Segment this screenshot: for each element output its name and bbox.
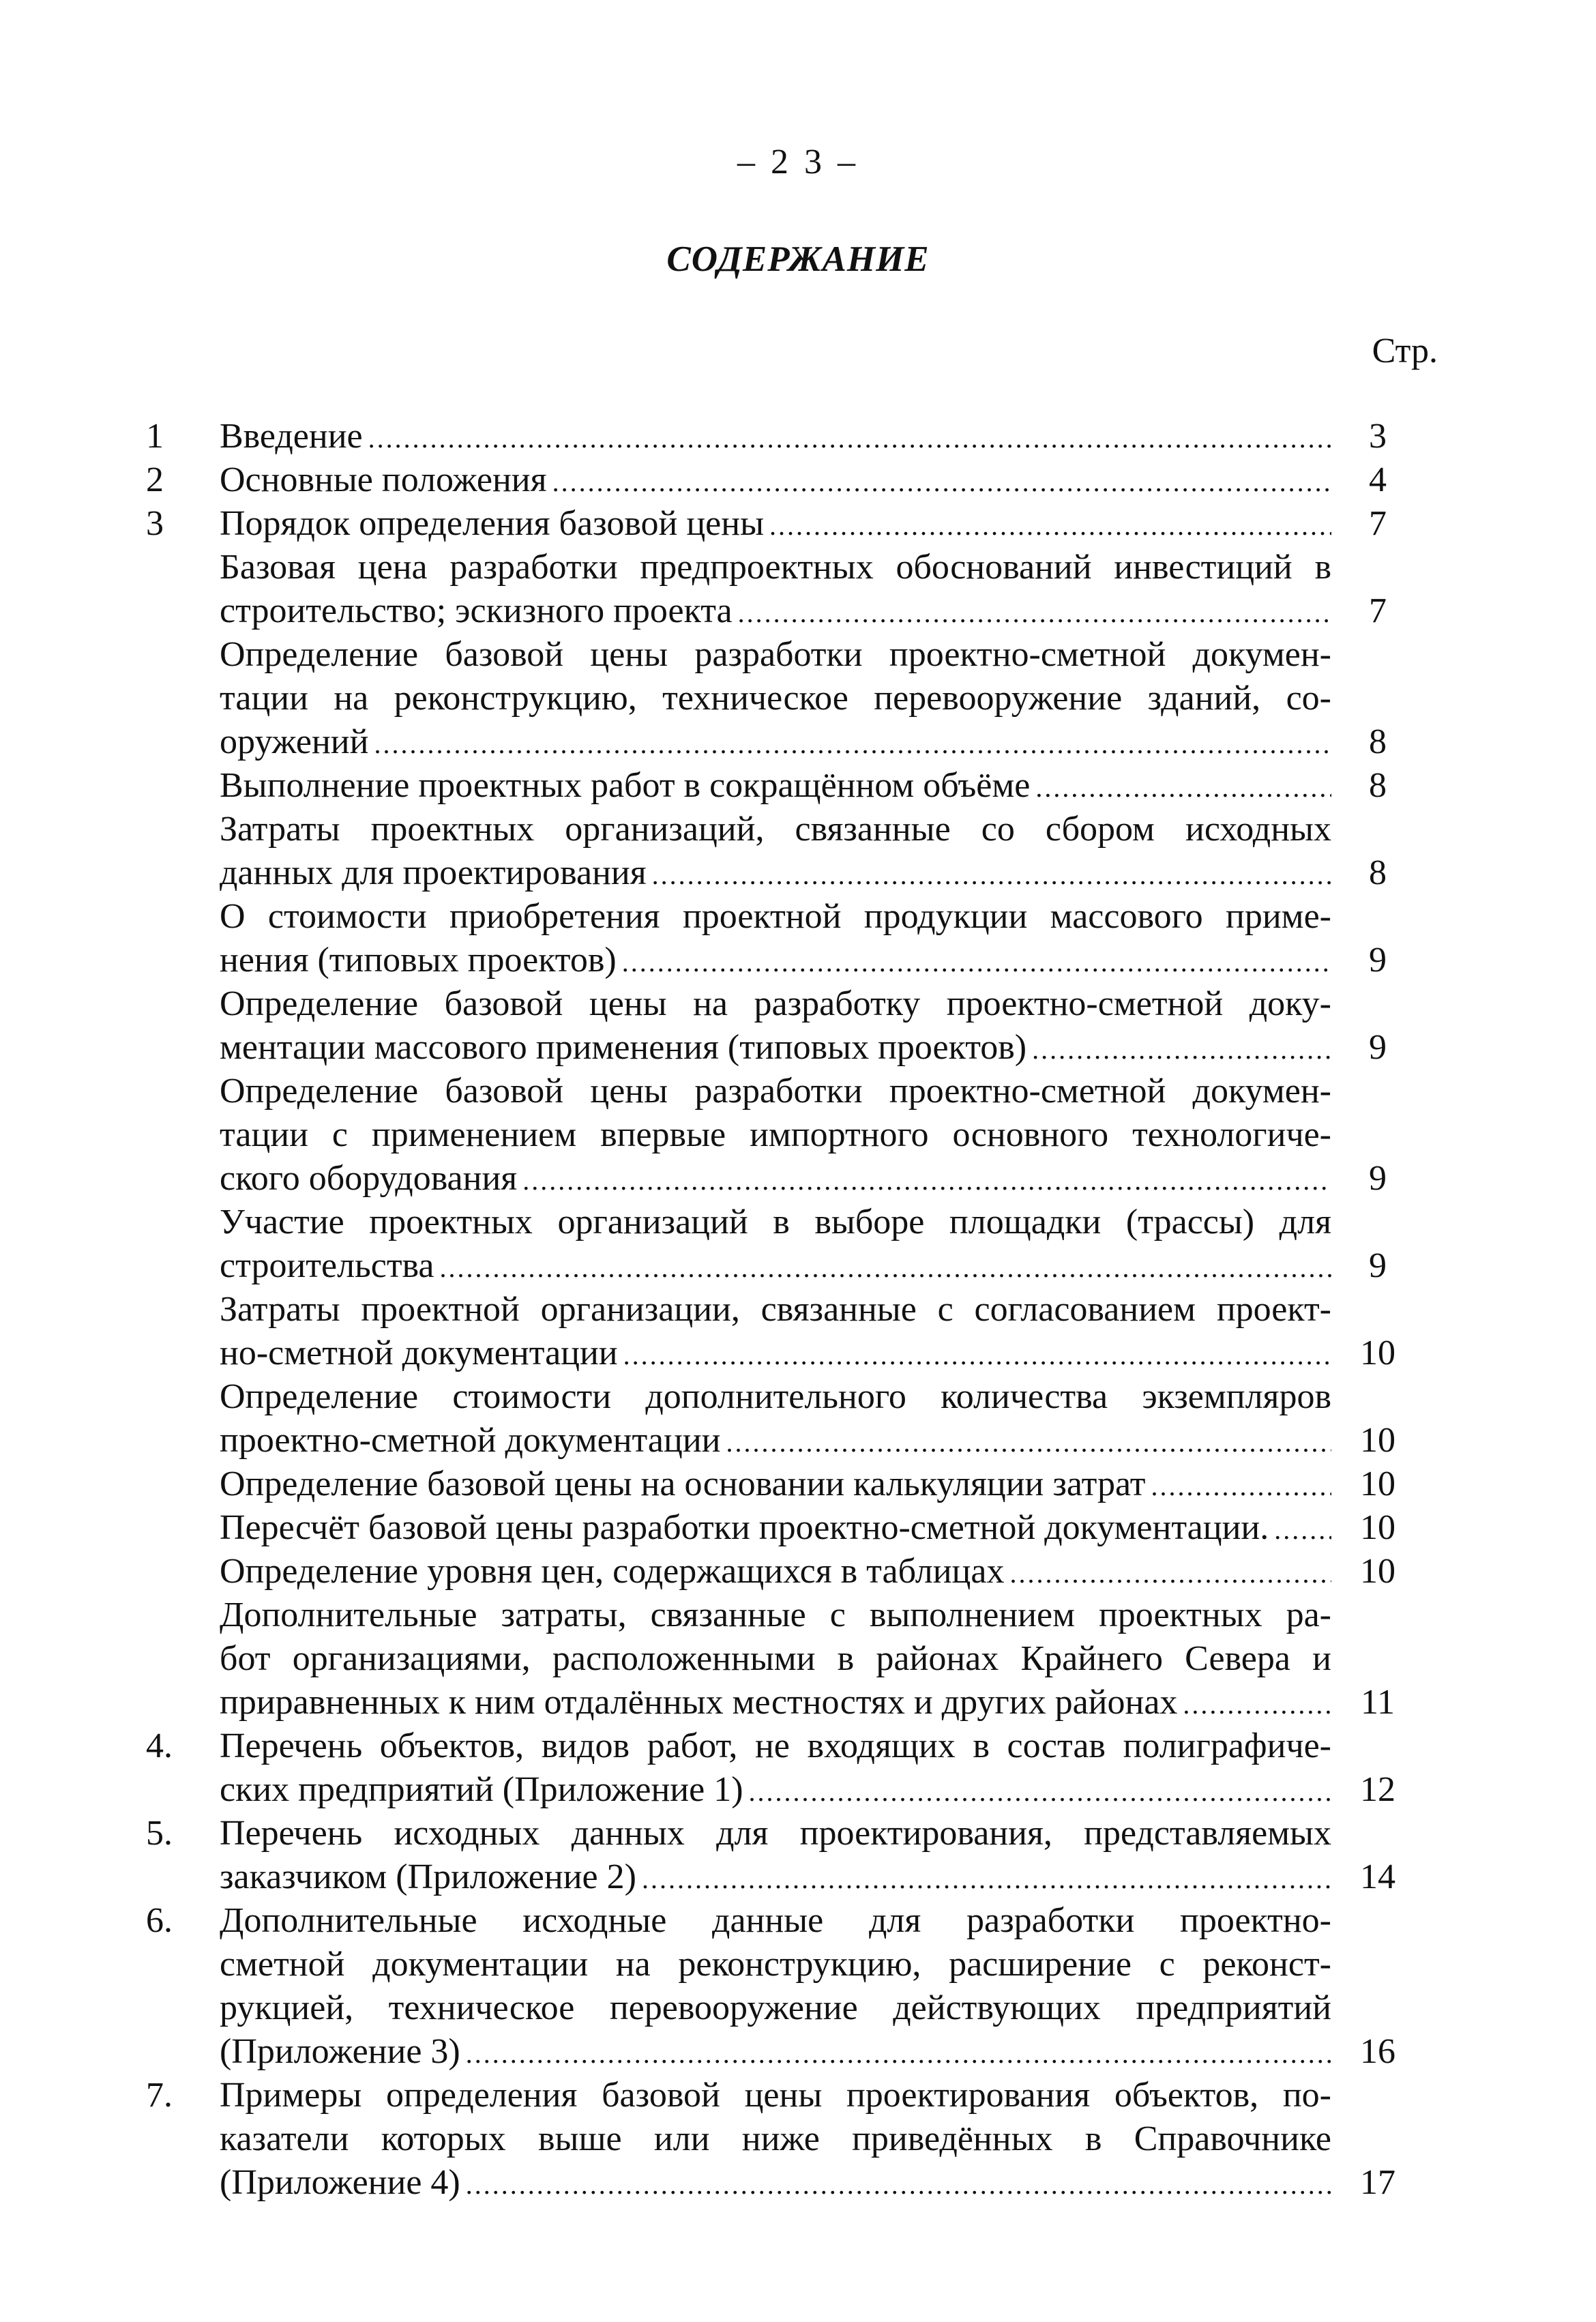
toc-entry-line: Перечень исходных данных для проектирования, представляемых xyxy=(220,1814,1331,1853)
toc-entry-line: оружений xyxy=(220,722,369,761)
toc-entry-line: тации на реконструкцию, техническое перевооружение зданий, со- xyxy=(220,679,1331,718)
dot-leader xyxy=(1009,1552,1331,1593)
toc-entry-page: 7 xyxy=(1369,504,1387,543)
toc-entry-line: Определение стоимости дополнительного количества экземпляров xyxy=(220,1377,1331,1416)
toc-entry-page: 10 xyxy=(1360,1421,1395,1460)
toc-entry-line: Определение базовой цены разработки проектно-сметной докумен- xyxy=(220,635,1331,674)
dot-leader xyxy=(466,2163,1331,2205)
toc-entry-number: 7. xyxy=(146,2076,173,2115)
dot-leader xyxy=(1183,1683,1331,1724)
toc-entry-title xyxy=(220,546,1331,633)
toc-entry-number: 4. xyxy=(146,1726,173,1765)
toc-entry-number: 1 xyxy=(146,417,164,456)
dot-leader xyxy=(1151,1465,1331,1506)
toc-entry-line: Перечень объектов, видов работ, не входящих в состав полиграфиче- xyxy=(220,1726,1331,1765)
toc-entry-title xyxy=(220,633,1331,764)
dot-leader xyxy=(466,2032,1331,2074)
toc-entry-number: 6. xyxy=(146,1901,173,1940)
toc-entry-line: строительство; эскизного проекта xyxy=(220,591,733,630)
toc-entry-title xyxy=(220,415,1331,458)
toc-entry-page: 10 xyxy=(1360,1465,1395,1503)
toc-entry-title xyxy=(220,1463,1331,1506)
toc-entry-line: Определение базовой цены на основании калькуляции затрат xyxy=(220,1465,1146,1503)
toc-entry-number: 3 xyxy=(146,504,164,543)
toc-entry-title xyxy=(220,982,1331,1070)
toc-entry-line: Пересчёт базовой цены разработки проектно-сметной документации. xyxy=(220,1508,1269,1547)
toc-entry-line: Затраты проектной организации, связанные с согласованием проект- xyxy=(220,1290,1331,1329)
toc-entry-number: 2 xyxy=(146,460,164,499)
toc-entry-number: 5. xyxy=(146,1814,173,1853)
toc-entry-page: 3 xyxy=(1369,417,1387,456)
toc-entry-line: сметной документации на реконструкцию, расширение с реконст- xyxy=(220,1945,1331,1984)
toc-entry-page: 9 xyxy=(1369,1159,1387,1198)
dot-leader xyxy=(374,722,1331,764)
toc-entry-title xyxy=(220,2074,1331,2205)
toc-entry-line: ского оборудования xyxy=(220,1159,518,1198)
dot-leader xyxy=(642,1857,1331,1899)
dot-leader xyxy=(368,417,1331,458)
toc-entry-line: казатели которых выше или ниже приведённых в Справочнике xyxy=(220,2119,1331,2158)
toc-entry-page: 8 xyxy=(1369,722,1387,761)
toc-entry-title xyxy=(220,1506,1331,1550)
toc-entry-line: Затраты проектных организаций, связанные со сбором исходных xyxy=(220,810,1331,849)
dot-leader xyxy=(726,1421,1331,1463)
toc-entry-page: 12 xyxy=(1360,1770,1395,1809)
dot-leader xyxy=(1032,1028,1331,1070)
toc-entry-page: 10 xyxy=(1360,1508,1395,1547)
dot-leader xyxy=(652,853,1331,895)
toc-entry-line: Порядок определения базовой цены xyxy=(220,504,765,543)
toc-entry-line: Участие проектных организаций в выборе площадки (трассы) для xyxy=(220,1203,1331,1241)
toc-entry-line: Определение базовой цены на разработку проектно-сметной доку- xyxy=(220,984,1331,1023)
dot-leader xyxy=(738,591,1331,633)
toc-entry-line: Дополнительные исходные данные для разработки проектно- xyxy=(220,1901,1331,1940)
toc-entry-line: заказчиком (Приложение 2) xyxy=(220,1857,636,1896)
page-number: – 2 3 – xyxy=(737,143,859,181)
toc-entry-page: 14 xyxy=(1360,1857,1395,1896)
toc-entry-line: бот организациями, расположенными в районах Крайнего Севера и xyxy=(220,1639,1331,1678)
toc-entry-title xyxy=(220,895,1331,982)
dot-leader xyxy=(623,1334,1331,1375)
toc-entry-line: Определение уровня цен, содержащихся в таблицах xyxy=(220,1552,1005,1591)
toc-entry-line: Определение базовой цены разработки проектно-сметной докумен- xyxy=(220,1072,1331,1111)
toc-entry-line: Выполнение проектных работ в сокращённом объёме xyxy=(220,766,1031,805)
toc-entry-page: 16 xyxy=(1360,2032,1395,2071)
toc-entry-title xyxy=(220,808,1331,895)
toc-entry-line: (Приложение 3) xyxy=(220,2032,460,2071)
toc-entry-title xyxy=(220,1724,1331,1812)
toc-entry-line: тации с применением впервые импортного основного технологиче- xyxy=(220,1115,1331,1154)
toc-entry-title xyxy=(220,1550,1331,1593)
toc-entry-line: нения (типовых проектов) xyxy=(220,941,617,980)
toc-entry-page: 8 xyxy=(1369,766,1387,805)
toc-entry-line: но-сметной документации xyxy=(220,1334,618,1372)
toc-entry-title xyxy=(220,1899,1331,2074)
toc-entry-page: 9 xyxy=(1369,941,1387,980)
toc-entry-line: проектно-сметной документации xyxy=(220,1421,721,1460)
toc-entry-line: приравненных к ним отдалённых местностях и других районах xyxy=(220,1683,1178,1722)
toc-entry-line: Введение xyxy=(220,417,363,456)
toc-entry-title xyxy=(220,1812,1331,1899)
toc-entry-title xyxy=(220,1593,1331,1724)
toc-entry-line: Дополнительные затраты, связанные с выполнением проектных ра- xyxy=(220,1596,1331,1634)
toc-entry-page: 4 xyxy=(1369,460,1387,499)
toc-entry-line: (Приложение 4) xyxy=(220,2163,460,2202)
dot-leader xyxy=(522,1159,1331,1201)
toc-entry-title xyxy=(220,458,1331,502)
toc-entry-line: Базовая цена разработки предпроектных обоснований инвестиций в xyxy=(220,548,1331,587)
toc-entry-line: Основные положения xyxy=(220,460,547,499)
toc-entry-line: О стоимости приобретения проектной продукции массового приме- xyxy=(220,897,1331,936)
toc-entry-title xyxy=(220,1070,1331,1201)
toc-entry-title xyxy=(220,502,1331,546)
toc-entry-title xyxy=(220,1288,1331,1375)
toc-entry-title xyxy=(220,1375,1331,1463)
toc-entry-page: 7 xyxy=(1369,591,1387,630)
dot-leader xyxy=(440,1246,1332,1288)
toc-entry-page: 10 xyxy=(1360,1334,1395,1372)
dot-leader xyxy=(1035,766,1331,808)
dot-leader xyxy=(769,504,1331,546)
toc-entry-page: 9 xyxy=(1369,1246,1387,1285)
dot-leader xyxy=(749,1770,1331,1812)
dot-leader xyxy=(622,941,1331,982)
toc-entry-title xyxy=(220,1201,1331,1288)
toc-entry-page: 9 xyxy=(1369,1028,1387,1067)
toc-entry-line: данных для проектирования xyxy=(220,853,647,892)
toc-entry-title xyxy=(220,764,1331,808)
toc-entry-page: 8 xyxy=(1369,853,1387,892)
document-title: СОДЕРЖАНИЕ xyxy=(666,239,930,279)
dot-leader xyxy=(1274,1508,1331,1550)
page-column-header: Стр. xyxy=(1372,332,1438,370)
toc-entry-line: рукцией, техническое перевооружение действующих предприятий xyxy=(220,1988,1331,2027)
toc-entry-line: Примеры определения базовой цены проектирования объектов, по- xyxy=(220,2076,1331,2115)
toc-entry-page: 17 xyxy=(1360,2163,1395,2202)
toc-entry-page: 10 xyxy=(1360,1552,1395,1591)
toc-entry-line: ментации массового применения (типовых проектов) xyxy=(220,1028,1027,1067)
dot-leader xyxy=(552,460,1331,502)
toc-entry-line: ских предприятий (Приложение 1) xyxy=(220,1770,743,1809)
toc-entry-page: 11 xyxy=(1360,1683,1395,1722)
toc-entry-line: строительства xyxy=(220,1246,434,1285)
